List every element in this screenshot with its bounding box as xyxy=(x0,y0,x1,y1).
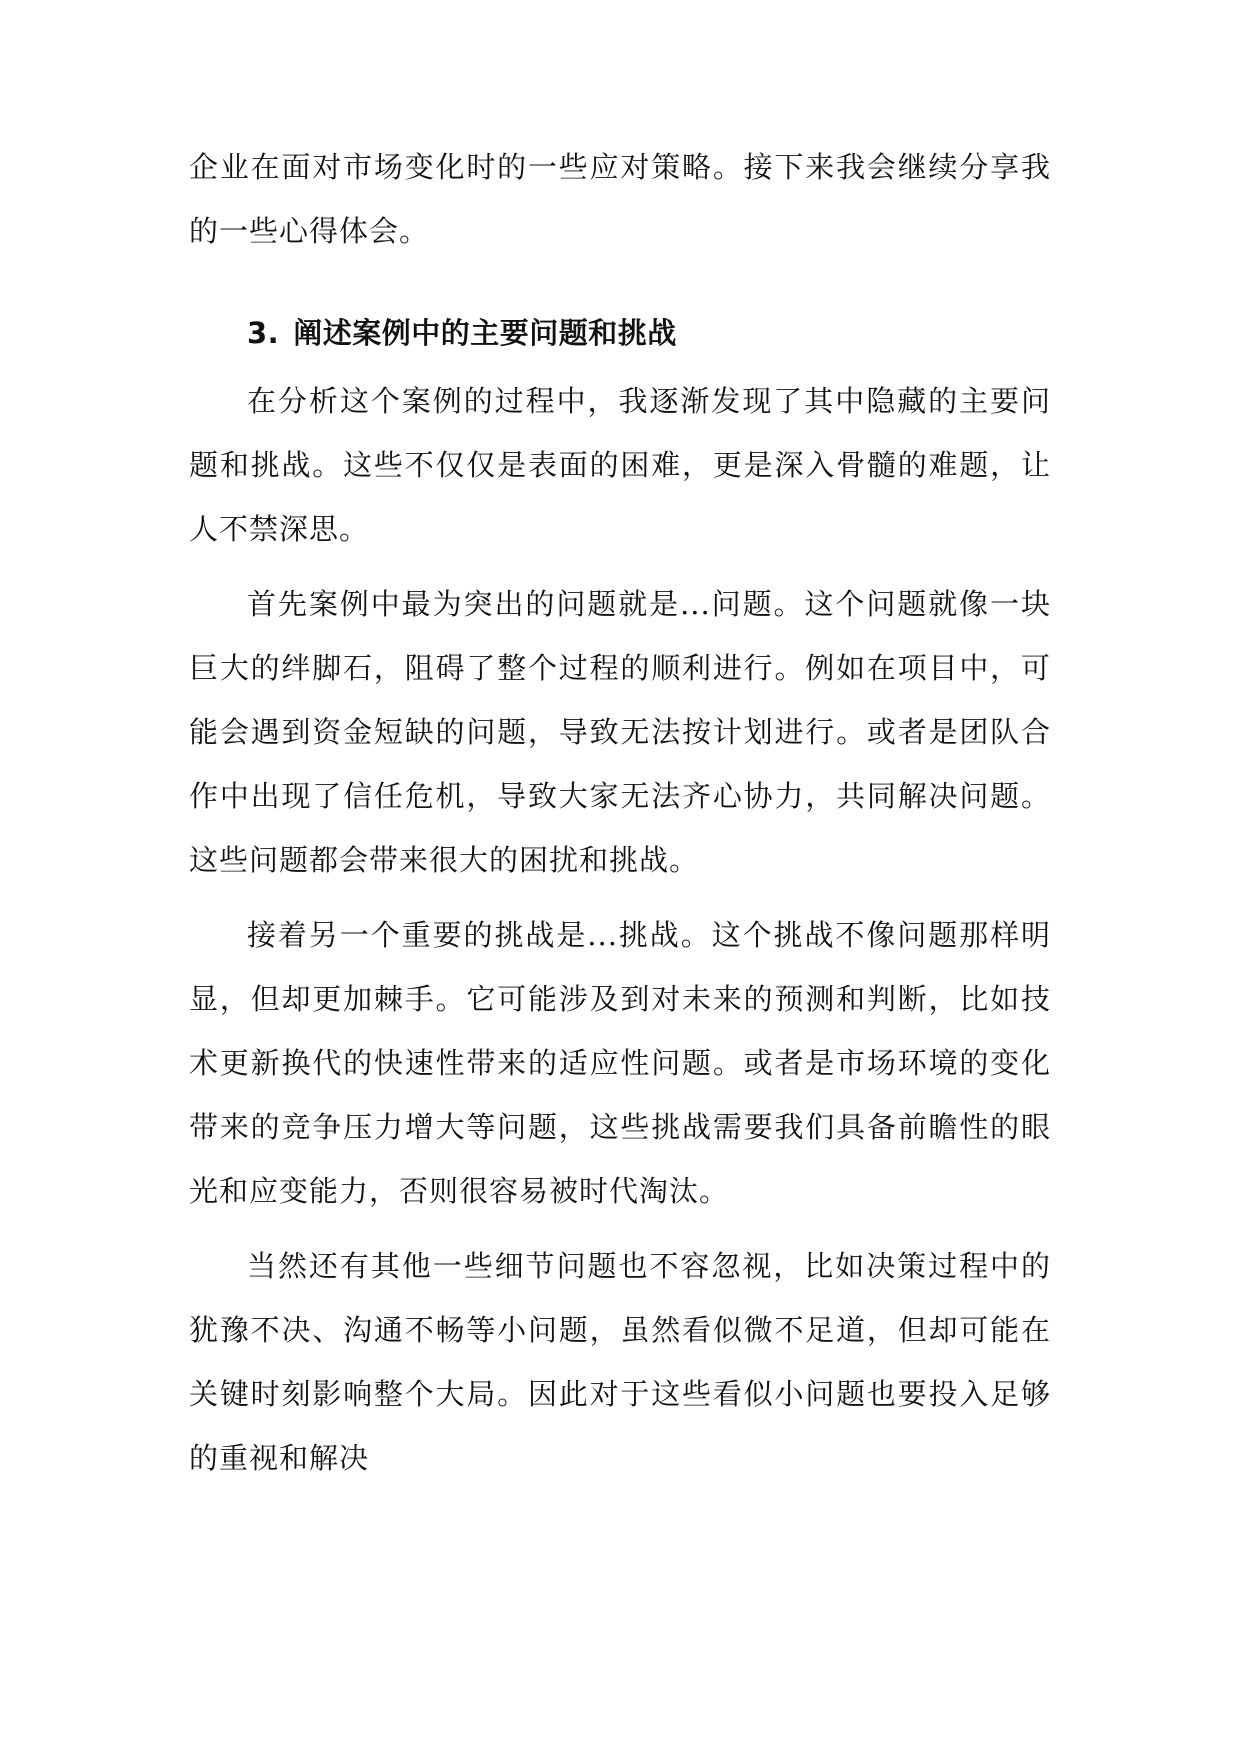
body-paragraph-2: 首先案例中最为突出的问题就是...问题。这个问题就像一块巨大的绊脚石，阻碍了整个过程的顺利进行。例如在项目中，可能会遇到资金短缺的问题，导致无法按计划进行。或者是团队合作中出现了信任危机，导致大家无法齐心协力，共同解决问题。这些问题都会带来很大的困扰和挑战。 xyxy=(189,587,1051,877)
section-heading xyxy=(189,301,1051,365)
body-paragraph-3: 接着另一个重要的挑战是...挑战。这个挑战不像问题那样明显，但却更加棘手。它可能涉及到对未来的预测和判断，比如技术更新换代的快速性带来的适应性问题。或者是市场环境的变化带来的竞争压力增大等问题，这些挑战需要我们具备前瞻性的眼光和应变能力，否则很容易被时代淘汰。 xyxy=(189,918,1051,1208)
body-paragraph-1: 在分析这个案例的过程中，我逐渐发现了其中隐藏的主要问题和挑战。这些不仅仅是表面的困难，更是深入骨髓的难题，让人不禁深思。 xyxy=(189,384,1051,546)
intro-paragraph: 企业在面对市场变化时的一些应对策略。接下来我会继续分享我的一些心得体会。 xyxy=(189,150,1051,248)
body-paragraph-4: 当然还有其他一些细节问题也不容忽视，比如决策过程中的犹豫不决、沟通不畅等小问题，虽然看似微不足道，但却可能在关键时刻影响整个大局。因此对于这些看似小问题也要投入足够的重视和解决 xyxy=(189,1249,1051,1475)
document-body xyxy=(189,135,1051,1501)
section-title: 阐述案例中的主要问题和挑战 xyxy=(293,316,677,350)
section-number: 3. xyxy=(247,316,280,350)
